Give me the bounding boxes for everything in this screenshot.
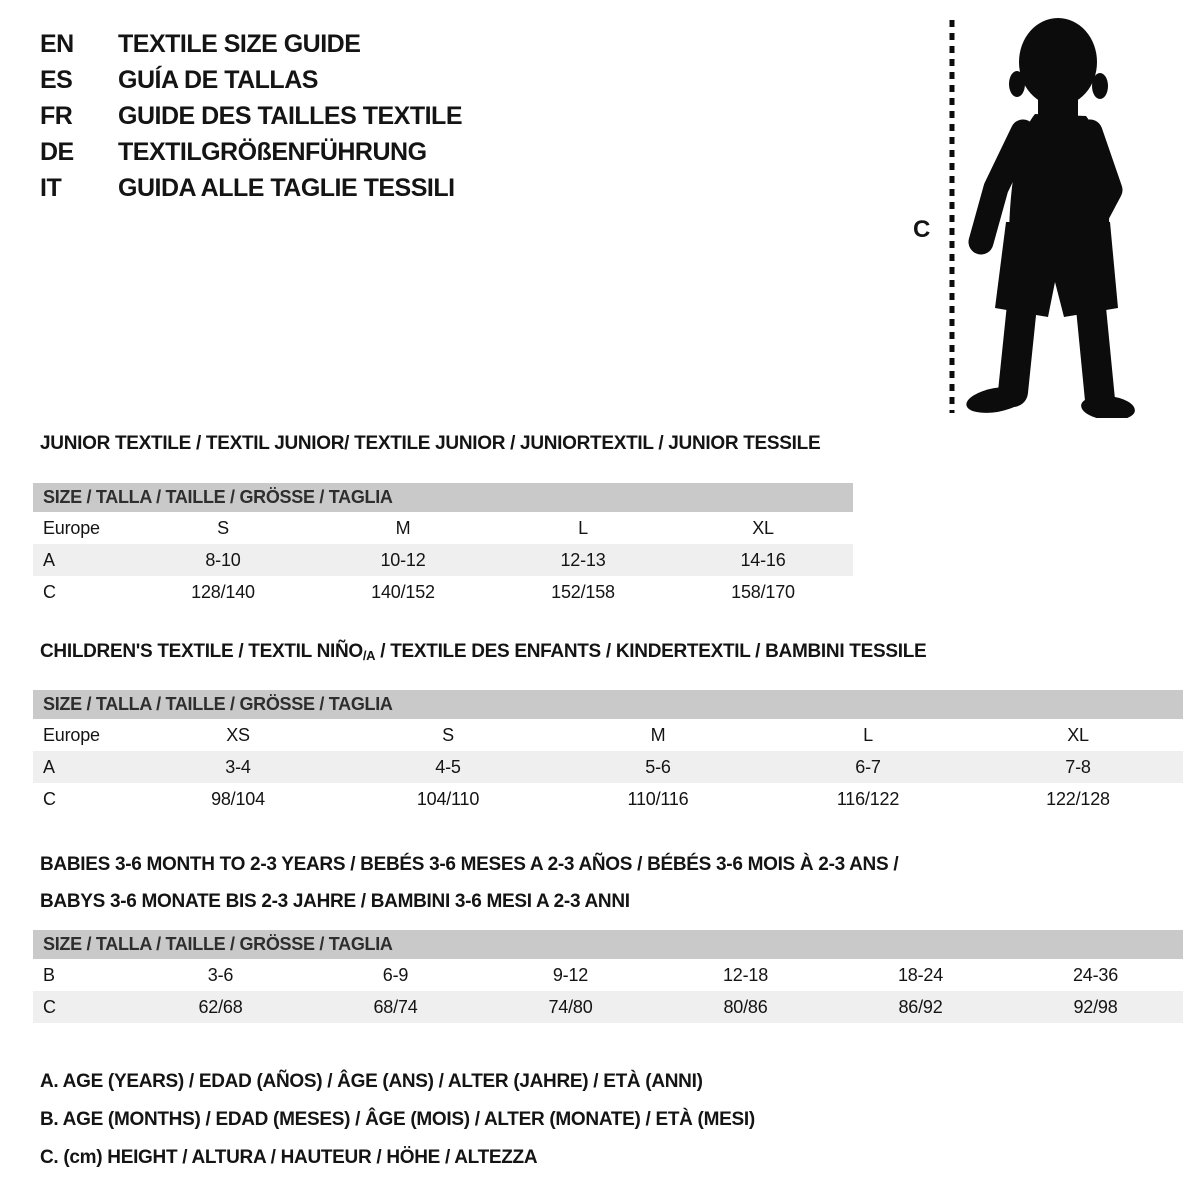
height-cell: 98/104 [211,788,265,809]
age-cell: 8-10 [205,549,241,570]
babies-title-line2: BABYS 3-6 MONATE BIS 2-3 JAHRE / BAMBINI 3-6 MESI A 2-3 ANNI [40,891,630,912]
guide-title-it: GUIDA ALLE TAGLIE TESSILI [118,174,455,202]
language-row [40,98,462,134]
height-cell: 128/140 [191,581,255,602]
language-code: DE [40,138,74,166]
table-row [33,959,1183,991]
age-cell: 14-16 [740,549,786,570]
table-row [33,991,1183,1023]
measurement-legend [40,1063,755,1177]
height-cell: 140/152 [371,581,435,602]
legend-line-b: B. AGE (MONTHS) / EDAD (MESES) / ÂGE (MOIS) / ALTER (MONATE) / ETÀ (MESI) [40,1109,755,1130]
guide-title-es: GUÍA DE TALLAS [118,66,318,94]
height-cell: 152/158 [551,581,615,602]
table-row [33,783,1183,815]
age-cell: 6-9 [382,964,409,985]
table-row [33,544,853,576]
language-row [40,170,462,206]
age-cell: 10-12 [380,549,426,570]
size-cell: L [863,724,873,745]
language-code: EN [40,30,74,58]
toddler-silhouette-shape [964,18,1136,418]
height-cell: 86/92 [898,996,943,1017]
age-cell: 12-13 [560,549,606,570]
size-header-row: SIZE / TALLA / TAILLE / GRÖSSE / TAGLIA [33,483,853,512]
height-cell: 62/68 [198,996,243,1017]
children-size-table [33,690,1183,815]
height-measure-label: C [913,216,931,243]
row-label: Europe [43,517,100,538]
legend-line-a: A. AGE (YEARS) / EDAD (AÑOS) / ÂGE (ANS) / ALTER (JAHRE) / ETÀ (ANNI) [40,1071,703,1092]
height-cell: 110/116 [627,788,689,809]
language-code: FR [40,102,73,130]
legend-line-c: C. (cm) HEIGHT / ALTURA / HAUTEUR / HÖHE / ALTEZZA [40,1147,538,1168]
language-row [40,26,462,62]
age-cell: 3-4 [225,756,251,777]
height-cell: 68/74 [373,996,418,1017]
language-code: IT [40,174,62,202]
table-row [33,719,1183,751]
children-title-part2: / TEXTILE DES ENFANTS / KINDERTEXTIL / BAMBINI TESSILE [375,641,927,662]
toddler-silhouette [938,10,1150,418]
height-cell: 92/98 [1073,996,1118,1017]
guide-title-de: TEXTILGRÖßENFÜHRUNG [118,138,427,166]
age-cell: 5-6 [645,756,671,777]
children-title-part1: CHILDREN'S TEXTILE / TEXTIL NIÑO [40,641,363,662]
children-title-sub: /A [362,648,376,663]
age-cell: 18-24 [897,964,944,985]
size-header-row: SIZE / TALLA / TAILLE / GRÖSSE / TAGLIA [33,690,1183,719]
size-cell: S [442,724,454,745]
junior-section-title: JUNIOR TEXTILE / TEXTIL JUNIOR/ TEXTILE JUNIOR / JUNIORTEXTIL / JUNIOR TESSILE [40,433,821,454]
height-cell: 74/80 [548,996,593,1017]
age-cell: 4-5 [435,756,461,777]
table-row [33,751,1183,783]
language-code: ES [40,66,73,94]
age-cell: 6-7 [855,756,881,777]
guide-title-fr: GUIDE DES TAILLES TEXTILE [118,102,463,130]
size-cell: M [395,517,411,538]
babies-title-line1: BABIES 3-6 MONTH TO 2-3 YEARS / BEBÉS 3-6 MESES A 2-3 AÑOS / BÉBÉS 3-6 MOIS À 2-3 ANS / [40,854,899,875]
row-label: A [43,549,55,570]
babies-size-table [33,930,1183,1023]
age-cell: 12-18 [722,964,769,985]
junior-size-table [33,483,853,608]
height-cell: 116/122 [836,788,900,809]
language-row [40,134,462,170]
age-cell: 24-36 [1072,964,1119,985]
babies-section-title [40,846,898,920]
height-cell: 104/110 [416,788,480,809]
row-label: C [43,581,56,602]
size-cell: XS [226,724,250,745]
size-cell: L [578,517,588,538]
language-header [40,26,462,206]
size-cell: XL [752,517,774,538]
age-cell: 7-8 [1065,756,1091,777]
size-header-row: SIZE / TALLA / TAILLE / GRÖSSE / TAGLIA [33,930,1183,959]
height-cell: 158/170 [731,581,795,602]
age-cell: 9-12 [552,964,589,985]
table-row [33,576,853,608]
size-cell: M [650,724,666,745]
guide-title-en: TEXTILE SIZE GUIDE [118,30,361,58]
children-section-title [40,641,926,663]
age-cell: 3-6 [207,964,234,985]
size-cell: XL [1067,724,1089,745]
size-cell: S [217,517,229,538]
height-cell: 80/86 [723,996,768,1017]
language-row [40,62,462,98]
height-cell: 122/128 [1046,788,1110,809]
row-label: Europe [43,724,100,745]
row-label: C [43,788,56,809]
row-label: B [43,964,55,985]
row-label: A [43,756,55,777]
row-label: C [43,996,56,1017]
table-row [33,512,853,544]
